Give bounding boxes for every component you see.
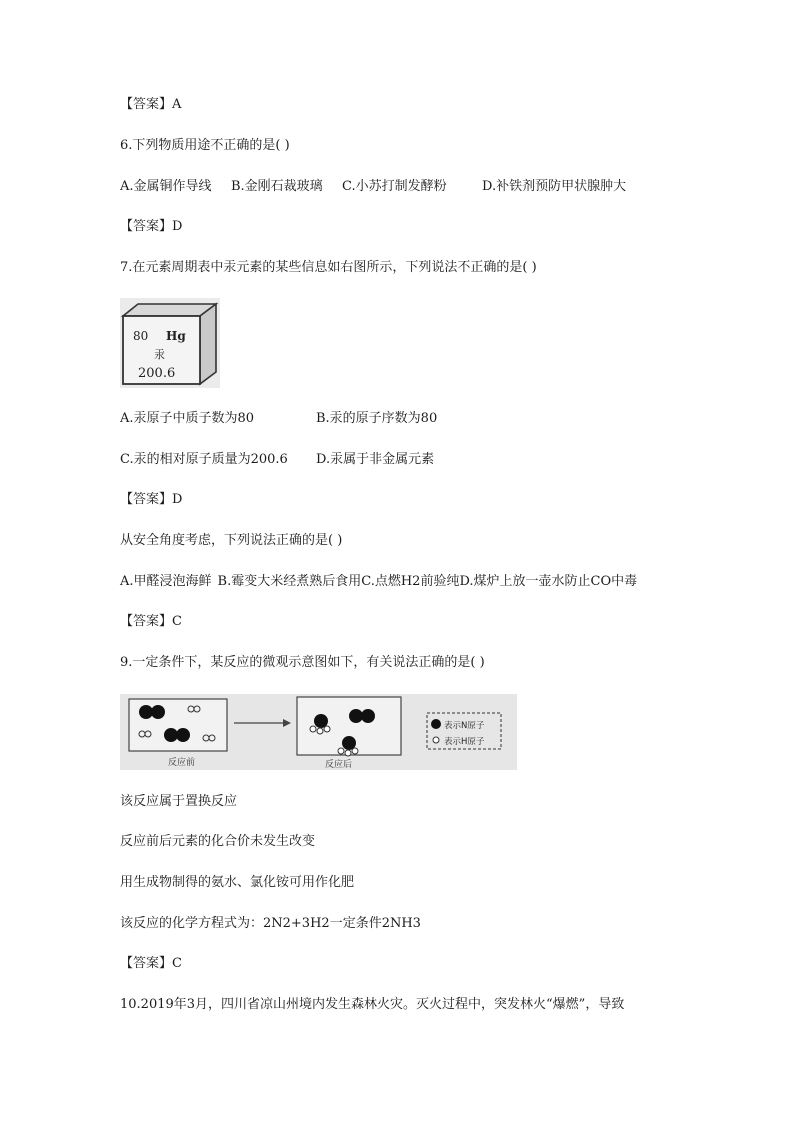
q8-option-a: A.甲醛浸泡海鲜 (120, 574, 212, 589)
q9-statement-4: 该反应的化学方程式为：2N2+3H2一定条件2NH3 (120, 916, 421, 931)
legend-h-label: 表示H原子 (444, 737, 485, 747)
before-label: 反应前 (168, 758, 196, 768)
n-atom (151, 705, 165, 719)
q9-statement-2: 反应前后元素的化合价未发生改变 (120, 834, 316, 849)
q8-option-d: D.煤炉上放一壶水防止CO中毒 (459, 574, 638, 589)
answer-q8: 【答案】C (120, 614, 182, 629)
q8-stem: 从安全角度考虑，下列说法正确的是( ) (120, 533, 343, 548)
element-symbol: Hg (166, 329, 186, 343)
answer-q7: 【答案】D (120, 492, 183, 507)
element-name: 汞 (154, 348, 165, 361)
q7-option-a: A.汞原子中质子数为80 (120, 411, 255, 426)
answer-q9: 【答案】C (120, 956, 182, 971)
h-atom (310, 726, 316, 732)
q6-option-b: B.金刚石裁玻璃 (231, 179, 323, 194)
q9-stem: 9.一定条件下，某反应的微观示意图如下，有关说法正确的是( ) (120, 655, 485, 670)
element-mass: 200.6 (138, 366, 176, 381)
q8-options (120, 573, 637, 591)
n-atom (361, 709, 375, 723)
legend-n-label: 表示N原子 (444, 721, 485, 731)
h-atom (324, 726, 330, 732)
n-atom (349, 709, 363, 723)
q6-stem: 6.下列物质用途不正确的是( ) (120, 138, 290, 153)
q7-stem: 7.在元素周期表中汞元素的某些信息如右图所示，下列说法不正确的是( ) (120, 260, 537, 275)
element-number: 80 (133, 329, 149, 343)
mercury-element-cube (120, 298, 220, 388)
q7-option-d: D.汞属于非金属元素 (316, 452, 435, 467)
h-atom (338, 748, 344, 754)
answer-q5: 【答案】A (120, 97, 182, 112)
legend-h-atom (433, 737, 439, 743)
q7-options-row1 (120, 410, 437, 428)
reaction-diagram (120, 694, 517, 770)
q9-reaction-figure (120, 694, 517, 770)
n-atom (139, 705, 153, 719)
q8-option-b: B.霉变大米经煮熟后食用 (217, 574, 362, 589)
n-atom (164, 728, 178, 742)
q8-option-c: C.点燃H2前验纯 (361, 574, 460, 589)
h-atom (317, 728, 323, 734)
answer-q6: 【答案】D (120, 219, 183, 234)
q7-option-c: C.汞的相对原子质量为200.6 (120, 452, 288, 467)
q6-option-a: A.金属铜作导线 (120, 179, 212, 194)
q6-option-c: C.小苏打制发酵粉 (342, 179, 447, 194)
q7-options-row2 (120, 451, 434, 469)
q9-statement-3: 用生成物制得的氨水、氯化铵可用作化肥 (120, 875, 355, 890)
q7-option-b: B.汞的原子序数为80 (316, 411, 438, 426)
n-atom (176, 728, 190, 742)
q7-element-figure (120, 298, 220, 388)
after-label: 反应后 (325, 760, 353, 770)
q6-options (120, 178, 626, 196)
q9-statement-1: 该反应属于置换反应 (120, 794, 238, 809)
h-atom (352, 748, 358, 754)
legend-n-atom (431, 719, 441, 729)
q10-stem: 10.2019年3月，四川省凉山州境内发生森林火灾。灭火过程中，突发林火“爆燃”，导致 (120, 997, 625, 1012)
h-atom (345, 750, 351, 756)
q6-option-d: D.补铁剂预防甲状腺肿大 (482, 179, 627, 194)
